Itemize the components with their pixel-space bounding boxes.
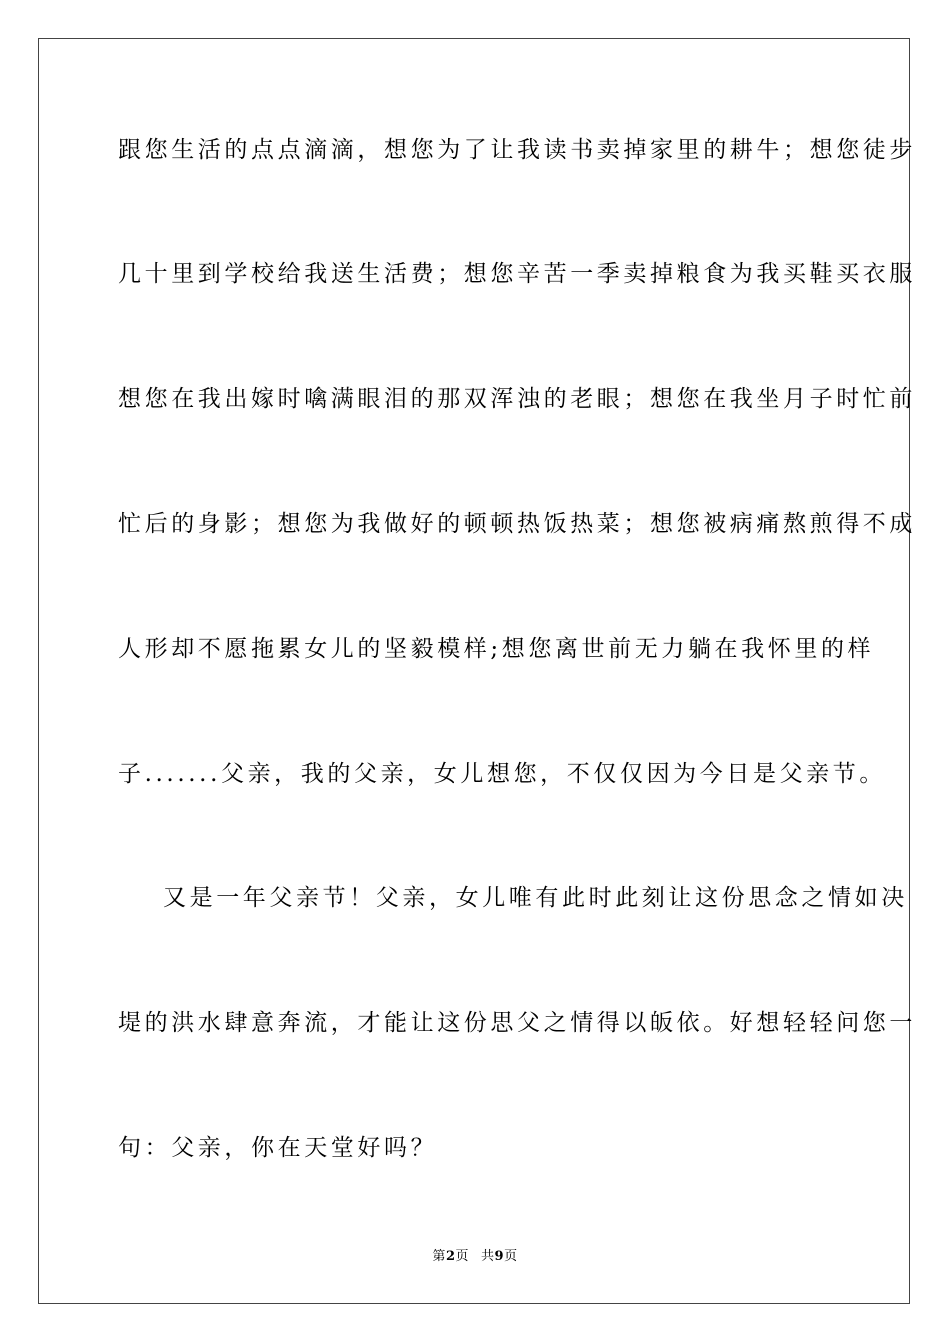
total-pages-suffix: 页 (504, 1249, 518, 1264)
page-number-suffix: 页 (455, 1249, 469, 1264)
body-text-line: 堤的洪水肆意奔流，才能让这份思父之情得以皈依。好想轻轻问您一 (118, 1010, 916, 1036)
body-text-line: 子.......父亲，我的父亲，女儿想您，不仅仅因为今日是父亲节。 (118, 761, 886, 787)
body-text-line: 句：父亲，你在天堂好吗？ (118, 1135, 438, 1161)
total-page-count: 9 (494, 1249, 505, 1264)
page-number-prefix: 第 (432, 1249, 446, 1264)
body-text-line: 想您在我出嫁时噙满眼泪的那双浑浊的老眼；想您在我坐月子时忙前 (118, 386, 916, 412)
body-text-line: 几十里到学校给我送生活费；想您辛苦一季卖掉粮食为我买鞋买衣服 (118, 261, 916, 287)
page-border (38, 38, 916, 1304)
body-text-line: 跟您生活的点点滴滴，想您为了让我读书卖掉家里的耕牛；想您徒步 (118, 137, 916, 163)
total-pages-prefix: 共 (481, 1249, 495, 1264)
body-text-line: 忙后的身影；想您为我做好的顿顿热饭热菜；想您被病痛熬煎得不成 (118, 511, 916, 537)
current-page-number: 2 (445, 1249, 456, 1264)
page-footer (0, 1248, 950, 1266)
paragraph-first-line: 又是一年父亲节！父亲，女儿唯有此时此刻让这份思念之情如决 (163, 885, 908, 911)
body-text-line: 人形却不愿拖累女儿的坚毅模样;想您离世前无力躺在我怀里的样 (118, 636, 875, 662)
